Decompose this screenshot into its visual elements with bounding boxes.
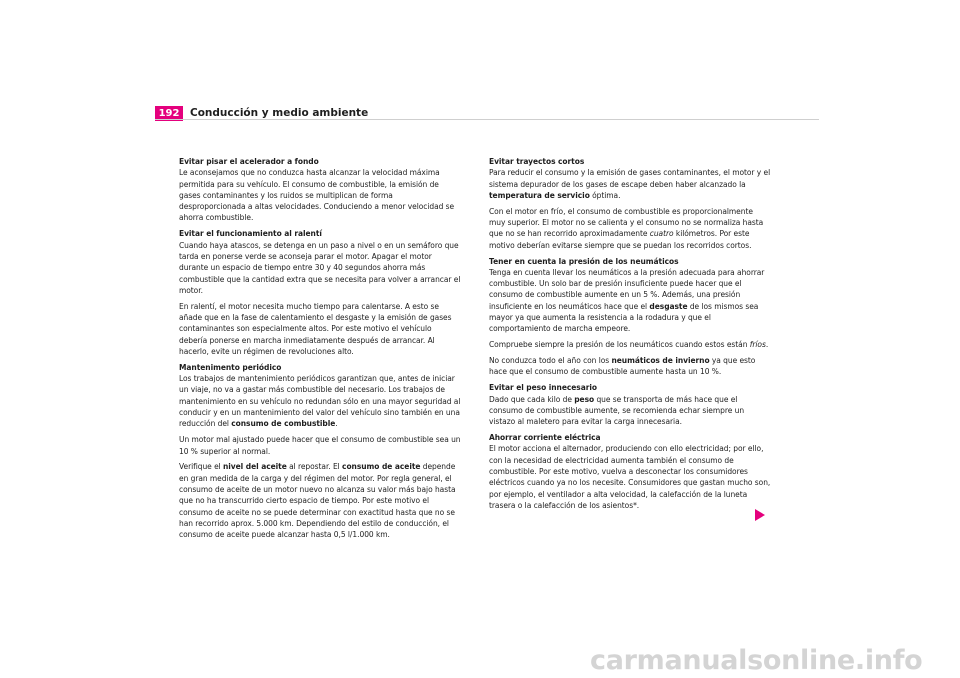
italic-text: cuatro bbox=[649, 229, 674, 239]
text-run: Le aconsejamos que no conduzca hasta alcanzar la velocidad máxima permitida para su vehículo. El consumo de combustible, la emisión de gases contaminantes y los ruidos se multiplican de forma desproporcionada a altas velocidades. Conduciendo a menor velocidad se ahorra combustible. bbox=[179, 168, 455, 223]
watermark: carmanualsonline.info bbox=[590, 645, 923, 676]
paragraph bbox=[179, 167, 461, 223]
section-heading: Evitar trayectos cortos bbox=[489, 157, 585, 166]
paragraph bbox=[179, 301, 461, 357]
page-title: Conducción y medio ambiente bbox=[190, 107, 369, 119]
paragraph bbox=[489, 267, 771, 335]
text-run: que se transporta de más hace que el consumo de combustible aumente, se recomienda echar siempre un vistazo al maletero para evitar la carga innecesaria. bbox=[489, 394, 745, 427]
emphasis-text: desgaste bbox=[649, 301, 688, 311]
emphasis-text: nivel del aceite bbox=[223, 462, 287, 472]
section-heading: Evitar el peso innecesario bbox=[489, 383, 598, 393]
paragraph bbox=[179, 434, 461, 457]
text-run: kilómetros. Por este motivo deberían evitarse siempre que se puedan los recorridos cortos. bbox=[489, 229, 752, 250]
section bbox=[179, 362, 461, 541]
text-run: El motor acciona el alternador, produciendo con ello electricidad; por ello, con la necesidad de electricidad aumenta también el consumo de combustible. Por este motivo, vuelva a desconectar los consumidores eléctricos cuando ya no los necesite. Consumidores que gastan mucho son, por ejemplo, el ventilador a alta velocidad, la calefacción de la luneta trasera o la calefacción de los asientos*. bbox=[489, 444, 771, 510]
text-run: depende en gran medida de la carga y del régimen del motor. Por regla general, el consumo de aceite de un motor nuevo no alcanza su valor más bajo hasta que no ha transcurrido cierto espacio de tiempo. Por este motivo el consumo de aceite no se puede determinar con exactitud hasta que no se han recorrido aprox. 5.000 km. Dependiendo del estilo de conducción, el consumo de aceite puede alcanzar hasta 0,5 l/1.000 km. bbox=[179, 462, 456, 540]
left-column bbox=[179, 156, 461, 545]
text-run: ya que esto hace que el consumo de combustible aumente hasta un 10 %. bbox=[489, 356, 756, 377]
text-run: No conduzca todo el año con los bbox=[489, 356, 612, 366]
section-heading: Evitar pisar el acelerador a fondo bbox=[179, 157, 319, 166]
text-run: óptima. bbox=[589, 190, 621, 200]
paragraph bbox=[489, 394, 771, 428]
paragraph bbox=[179, 461, 461, 540]
text-run: Un motor mal ajustado puede hacer que el consumo de combustible sea un 10 % superior al normal. bbox=[179, 435, 461, 456]
paragraph bbox=[179, 240, 461, 296]
right-column bbox=[489, 156, 771, 516]
continue-arrow-icon bbox=[754, 508, 766, 522]
section-heading: Evitar el funcionamiento al ralentí bbox=[179, 229, 322, 239]
emphasis-text: temperatura de servicio bbox=[489, 190, 590, 200]
text-run: . bbox=[765, 340, 769, 350]
paragraph bbox=[179, 373, 461, 429]
emphasis-text: peso bbox=[574, 394, 595, 404]
text-run: Compruebe siempre la presión de los neumáticos cuando estos están bbox=[489, 340, 750, 350]
emphasis-text: neumáticos de invierno bbox=[611, 356, 710, 366]
paragraph bbox=[489, 167, 771, 201]
text-run: Verifique el bbox=[179, 462, 223, 472]
text-run: En ralentí, el motor necesita mucho tiempo para calentarse. A esto se añade que en la fase de calentamiento el desgaste y la emisión de gases contaminantes son especialmente altos. Por este motivo el vehículo debería ponerse en marcha inmediatamente después de arrancar. Al hacerlo, evite un régimen de revoluciones alto. bbox=[179, 301, 452, 356]
section-heading: Mantenimento periódico bbox=[179, 362, 282, 372]
header-divider bbox=[155, 119, 819, 120]
emphasis-text: consumo de combustible bbox=[231, 419, 336, 429]
text-run: Dado que cada kilo de bbox=[489, 394, 575, 404]
text-run: . bbox=[335, 419, 338, 429]
text-run: Tenga en cuenta llevar los neumáticos a la presión adecuada para ahorrar combustible. Un solo bar de presión insuficiente puede hacer que el consumo de combustible aumente en un 5 %. Además, una presión insuficiente en los neumáticos hace que el bbox=[489, 267, 765, 311]
paragraph bbox=[489, 339, 771, 350]
text-run: Los trabajos de mantenimiento periódicos garantizan que, antes de iniciar un viaje, no va a gastar más combustible del necesario. Los trabajos de mantenimiento en su vehículo no redundan sólo en una mayor seguridad al conducir y en un mantenimiento del valor del vehículo sino también en una reducción del bbox=[179, 374, 461, 429]
section bbox=[489, 432, 771, 511]
section-heading: Ahorrar corriente eléctrica bbox=[489, 433, 601, 443]
text-run: Cuando haya atascos, se detenga en un paso a nivel o en un semáforo que tarda en ponerse verde se aconseja parar el motor. Apagar el motor durante un espacio de tiempo entre 30 y 40 segundos ahorra más combustible que la cantidad extra que se necesita para volver a arrancar el motor. bbox=[179, 240, 461, 295]
section bbox=[179, 156, 461, 224]
text-run: Para reducir el consumo y la emisión de gases contaminantes, el motor y el sistema depurador de los gases de escape deben haber alcanzado la bbox=[489, 168, 771, 189]
paragraph bbox=[489, 355, 771, 378]
page-number: 192 bbox=[155, 106, 183, 121]
text-run: al repostar. El bbox=[286, 462, 343, 472]
text-run: de los mismos sea mayor ya que aumenta la resistencia a la rodadura y que el comportamiento de marcha empeore. bbox=[489, 301, 759, 334]
emphasis-text: consumo de aceite bbox=[342, 462, 421, 472]
text-run: Con el motor en frío, el consumo de combustible es proporcionalmente muy superior. El motor no se calienta y el consumo no se normaliza hasta que no se han recorrido aproximadamente bbox=[489, 206, 764, 239]
section bbox=[489, 156, 771, 251]
italic-text: fríos bbox=[749, 340, 766, 350]
section-heading: Tener en cuenta la presión de los neumáticos bbox=[489, 256, 679, 266]
paragraph bbox=[489, 206, 771, 251]
paragraph bbox=[489, 443, 771, 511]
section bbox=[489, 382, 771, 427]
section bbox=[179, 228, 461, 357]
section bbox=[489, 256, 771, 378]
